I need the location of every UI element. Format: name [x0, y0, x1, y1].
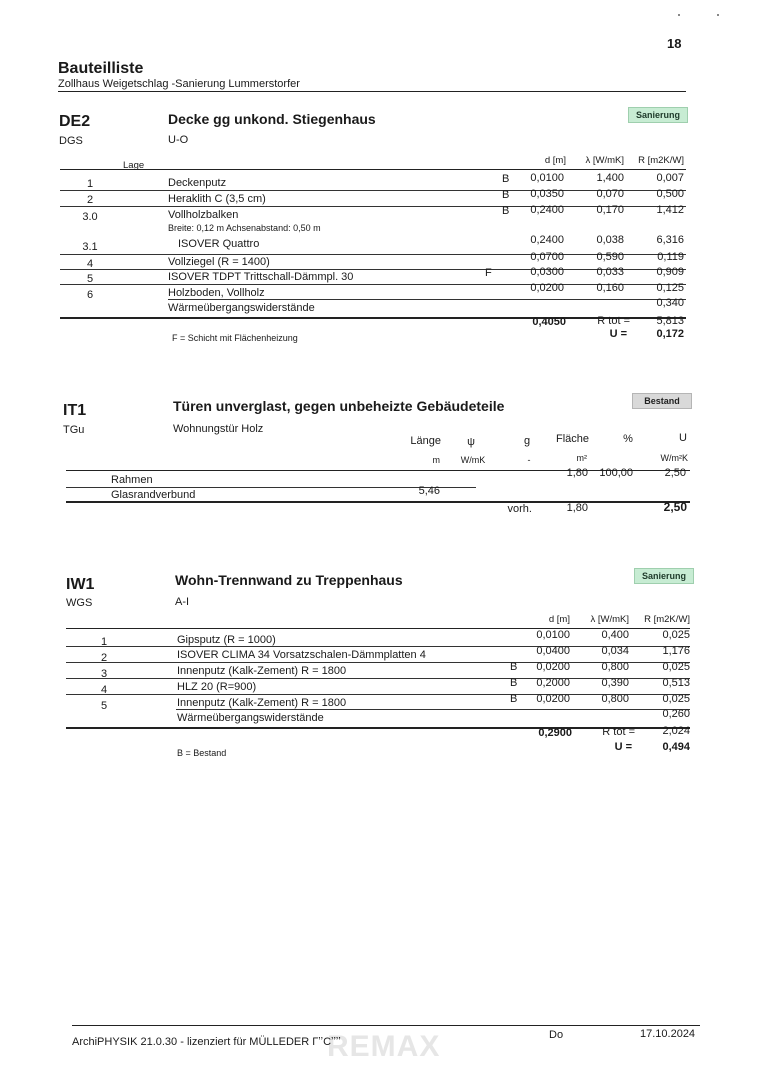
section-code-de2: DE2 — [59, 113, 91, 130]
layer-resistance: 0,500 — [656, 188, 684, 200]
footer-rule — [72, 1025, 700, 1026]
layer-number: 1 — [86, 178, 94, 190]
col-header-g: g — [523, 435, 531, 447]
door-row-u: 2,50 — [664, 467, 686, 479]
col-header-d: d [m] — [548, 614, 570, 625]
layer-lambda: 0,800 — [601, 661, 629, 673]
section-title-iw1: Wohn-Trennwand zu Treppenhaus — [175, 572, 403, 588]
layer-flag: B — [510, 661, 518, 673]
vorh-label: vorh. — [507, 503, 532, 515]
layer-number: 3.0 — [82, 211, 98, 223]
col-header-lambda: λ [W/mK] — [590, 614, 629, 625]
layer-name: Deckenputz — [168, 177, 227, 189]
layer-lambda: 0,070 — [596, 188, 624, 200]
software-license: ArchiPHYSIK 21.0.30 - lizenziert für MÜLLEDER ГʼʼCʼʼʼʼ — [72, 1036, 341, 1048]
layer-resistance: 1,176 — [662, 645, 690, 657]
layer-resistance: 0,260 — [662, 708, 690, 720]
section-title-de2: Decke gg unkond. Stiegenhaus — [168, 111, 376, 127]
layer-name: Wärmeübergangswiderstände — [168, 302, 315, 314]
total-rule — [66, 501, 690, 503]
layer-name: ISOVER Quattro — [178, 238, 260, 250]
layer-name: Vollziegel (R = 1400) — [168, 256, 270, 268]
scan-mark — [678, 14, 680, 16]
layer-name: Vollholzbalken — [168, 209, 239, 221]
section-subcode-iw1: WGS — [66, 597, 93, 609]
layer-name: Innenputz (Kalk-Zement) R = 1800 — [177, 665, 347, 677]
layer-flag: F — [485, 267, 492, 279]
layer-thickness: 0,2000 — [536, 677, 570, 689]
layer-lambda: 0,038 — [596, 234, 624, 246]
layer-thickness: 0,0200 — [536, 661, 570, 673]
layer-name: ISOVER CLIMA 34 Vorsatzschalen-Dämmplatten 4 — [177, 649, 426, 661]
layer-resistance: 0,125 — [656, 282, 684, 294]
rtot-label: R tot = — [602, 726, 635, 738]
layer-name: Wärmeübergangswiderstände — [177, 712, 324, 724]
layer-name: Holzboden, Vollholz — [168, 287, 265, 299]
layer-number: 5 — [100, 700, 108, 712]
col-header-lage: Lage — [123, 160, 145, 171]
layer-flag: B — [510, 693, 518, 705]
layer-resistance: 0,909 — [656, 266, 684, 278]
layer-lambda: 1,400 — [596, 172, 624, 184]
layer-thickness: 0,0400 — [536, 645, 570, 657]
door-row-percent: 100,00 — [599, 467, 633, 479]
layer-name: Gipsputz (R = 1000) — [177, 634, 276, 646]
layer-number: 2 — [86, 194, 94, 206]
door-row-name: Glasrandverbund — [111, 489, 196, 501]
row-rule — [168, 299, 686, 300]
layer-lambda: 0,590 — [596, 251, 624, 263]
layer-thickness: 0,0100 — [536, 629, 570, 641]
layer-resistance: 1,412 — [656, 204, 684, 216]
rtot-value: 5,813 — [656, 315, 684, 327]
project-name: Zollhaus Weigetschlag -Sanierung Lummerstorfer — [58, 78, 300, 90]
layer-number: 3 — [100, 668, 108, 680]
layer-resistance: 0,007 — [656, 172, 684, 184]
row-rule — [176, 709, 690, 710]
status-badge-iw1: Sanierung — [634, 568, 694, 584]
unit-psi: W/mK — [460, 455, 486, 465]
remax-watermark: REMAX — [327, 1030, 441, 1063]
total-thickness: 0,4050 — [532, 316, 566, 328]
unit-g: - — [527, 455, 531, 465]
u-value: 0,172 — [656, 328, 684, 340]
door-row-flaeche: 1,80 — [566, 467, 588, 479]
layer-flag: B — [502, 205, 510, 217]
section-subcode-de2: DGS — [59, 135, 83, 147]
col-header-r: R [m2K/W] — [644, 614, 690, 625]
footnote-iw1: B = Bestand — [177, 748, 227, 758]
footer-day: Do — [549, 1029, 564, 1041]
layer-number: 5 — [86, 273, 94, 285]
layer-flag: B — [502, 189, 510, 201]
layer-lambda: 0,034 — [601, 645, 629, 657]
layer-thickness: 0,2400 — [530, 204, 564, 216]
col-header-r: R [m2K/W] — [638, 155, 684, 166]
vorh-flaeche: 1,80 — [566, 502, 588, 514]
unit-u: W/m²K — [660, 453, 688, 463]
u-value: 0,494 — [662, 741, 690, 753]
layer-number: 1 — [100, 636, 108, 648]
total-thickness: 0,2900 — [538, 727, 572, 739]
layer-thickness: 0,0100 — [530, 172, 564, 184]
section-subtitle-de2: U-O — [168, 134, 189, 146]
document-title: Bauteilliste — [58, 60, 144, 77]
layer-name: HLZ 20 (R=900) — [177, 681, 257, 693]
col-header-percent: % — [623, 433, 633, 445]
layer-number: 3.1 — [82, 241, 98, 253]
layer-thickness: 0,0300 — [530, 266, 564, 278]
layer-lambda: 0,033 — [596, 266, 624, 278]
scan-mark — [717, 14, 719, 16]
layer-resistance: 0,025 — [662, 661, 690, 673]
section-subtitle-iw1: A-I — [175, 596, 190, 608]
status-badge-de2: Sanierung — [628, 107, 688, 123]
layer-resistance: 6,316 — [656, 234, 684, 246]
section-subcode-it1: TGu — [63, 424, 85, 436]
unit-laenge: m — [432, 455, 440, 465]
layer-resistance: 0,119 — [657, 251, 684, 263]
layer-flag: B — [502, 173, 510, 185]
col-header-flaeche: Fläche — [555, 433, 589, 445]
footnote-de2: F = Schicht mit Flächenheizung — [172, 333, 298, 343]
section-code-it1: IT1 — [63, 402, 87, 419]
layer-resistance: 0,025 — [662, 629, 690, 641]
layer-number: 2 — [100, 652, 108, 664]
layer-resistance: 0,340 — [656, 297, 684, 309]
header-rule — [58, 91, 686, 92]
col-header-u: U — [679, 432, 687, 444]
page-number: 18 — [667, 36, 682, 51]
col-header-d: d [m] — [544, 155, 566, 166]
table-header-rule — [60, 169, 686, 170]
door-row-laenge: 5,46 — [418, 485, 440, 497]
unit-flaeche: m² — [576, 453, 587, 463]
section-title-it1: Türen unverglast, gegen unbeheizte Gebäudeteile — [173, 398, 505, 414]
layer-number: 4 — [86, 258, 94, 270]
rtot-value: 2,024 — [662, 725, 690, 737]
layer-number: 6 — [86, 289, 94, 301]
layer-thickness: 0,0700 — [530, 251, 564, 263]
layer-name: Heraklith C (3,5 cm) — [168, 193, 266, 205]
layer-name: ISOVER TDPT Trittschall-Dämmpl. 30 — [168, 271, 354, 283]
layer-lambda: 0,160 — [596, 282, 624, 294]
section-subtitle-it1: Wohnungstür Holz — [173, 423, 264, 435]
rtot-label: R tot = — [597, 315, 630, 327]
layer-lambda: 0,800 — [601, 693, 629, 705]
layer-resistance: 0,513 — [662, 677, 690, 689]
layer-note: Breite: 0,12 m Achsenabstand: 0,50 m — [168, 223, 321, 233]
layer-lambda: 0,390 — [601, 677, 629, 689]
col-header-laenge: Länge — [410, 435, 441, 447]
layer-resistance: 0,025 — [662, 693, 690, 705]
status-badge-it1: Bestand — [632, 393, 692, 409]
layer-number: 4 — [100, 684, 108, 696]
layer-thickness: 0,0200 — [530, 282, 564, 294]
layer-flag: B — [510, 677, 518, 689]
col-header-psi: ψ — [467, 436, 475, 448]
col-header-lambda: λ [W/mK] — [585, 155, 624, 166]
layer-thickness: 0,0350 — [530, 188, 564, 200]
footer-date: 17.10.2024 — [640, 1028, 696, 1040]
section-code-iw1: IW1 — [66, 576, 95, 593]
layer-lambda: 0,170 — [596, 204, 624, 216]
vorh-u: 2,50 — [663, 500, 687, 514]
layer-thickness: 0,0200 — [536, 693, 570, 705]
u-label: U = — [614, 741, 632, 753]
u-label: U = — [609, 328, 627, 340]
layer-name: Innenputz (Kalk-Zement) R = 1800 — [177, 697, 347, 709]
layer-thickness: 0,2400 — [530, 234, 564, 246]
door-row-name: Rahmen — [111, 474, 153, 486]
layer-lambda: 0,400 — [601, 629, 629, 641]
